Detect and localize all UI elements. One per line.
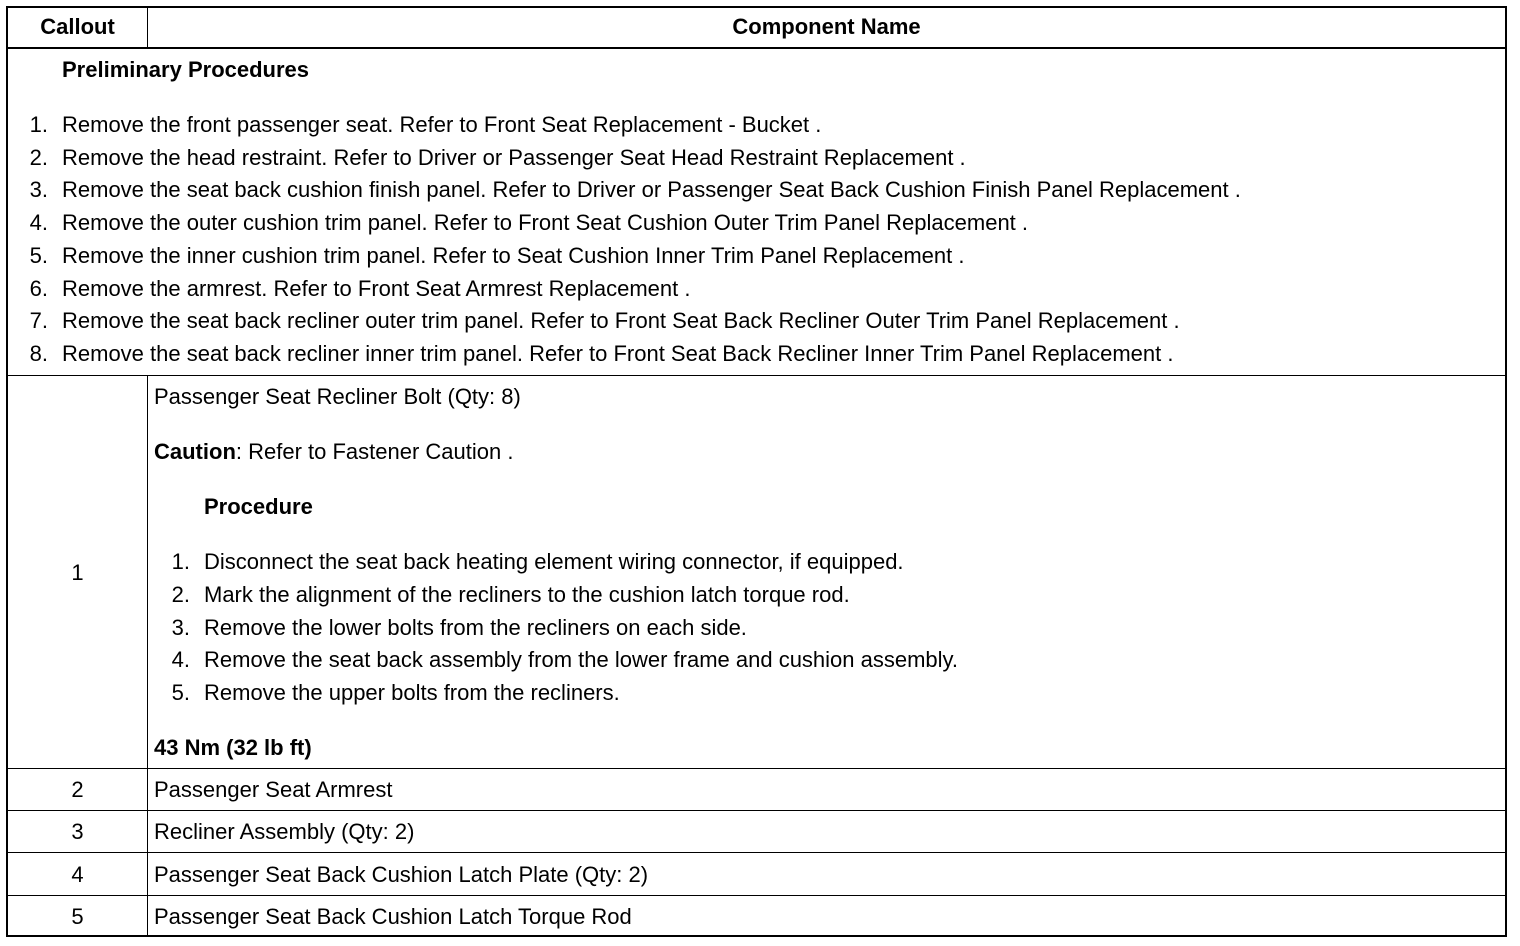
torque-spec: 43 Nm (32 lb ft) — [154, 735, 312, 760]
preliminary-step: Remove the inner cushion trim panel. Refer to Seat Cushion Inner Trim Panel Replacement . — [62, 243, 965, 268]
caution-note — [154, 439, 513, 465]
step-number: 7. — [29, 308, 48, 333]
component-name: Passenger Seat Back Cushion Latch Plate (Qty: 2) — [154, 862, 649, 887]
row-divider — [6, 852, 1507, 853]
step-number: 4. — [29, 210, 48, 235]
step-number: 2. — [29, 145, 48, 170]
component-name: Passenger Seat Back Cushion Latch Torque Rod — [154, 904, 632, 929]
component-name: Recliner Assembly (Qty: 2) — [154, 819, 415, 844]
procedure-step: Remove the seat back assembly from the lower frame and cushion assembly. — [204, 647, 959, 672]
preliminary-step: Remove the outer cushion trim panel. Refer to Front Seat Cushion Outer Trim Panel Replacement . — [62, 210, 1029, 235]
caution-label: Caution — [154, 439, 236, 464]
callout-number: 5 — [71, 904, 84, 929]
callout-number: 3 — [71, 819, 84, 844]
preliminary-step: Remove the head restraint. Refer to Driver or Passenger Seat Head Restraint Replacement . — [62, 145, 966, 170]
procedure-step: Mark the alignment of the recliners to the cushion latch torque rod. — [204, 582, 850, 607]
callout-number: 1 — [71, 560, 84, 585]
preliminary-step: Remove the armrest. Refer to Front Seat Armrest Replacement . — [62, 276, 691, 301]
caution-text: : Refer to Fastener Caution . — [235, 439, 514, 464]
preliminary-title: Preliminary Procedures — [62, 57, 310, 82]
step-number: 1. — [171, 549, 190, 574]
step-number: 5. — [171, 680, 190, 705]
step-number: 3. — [171, 615, 190, 640]
step-number: 5. — [29, 243, 48, 268]
procedure-step: Disconnect the seat back heating element wiring connector, if equipped. — [204, 549, 904, 574]
row-divider — [6, 895, 1507, 896]
row-divider — [6, 768, 1507, 769]
callout-number: 2 — [71, 777, 84, 802]
column-divider — [147, 375, 148, 936]
row-divider — [6, 810, 1507, 811]
step-number: 4. — [171, 647, 190, 672]
preliminary-step: Remove the seat back recliner outer trim panel. Refer to Front Seat Back Recliner Outer Trim Panel Replacement . — [62, 308, 1180, 333]
step-number: 8. — [29, 341, 48, 366]
component-name: Passenger Seat Armrest — [154, 777, 393, 802]
procedure-title: Procedure — [204, 494, 313, 519]
step-number: 1. — [29, 112, 48, 137]
header-component-name: Component Name — [732, 14, 921, 39]
preliminary-step: Remove the seat back cushion finish panel. Refer to Driver or Passenger Seat Back Cushion Finish Panel Replacement . — [62, 177, 1241, 202]
preliminary-step: Remove the front passenger seat. Refer to Front Seat Replacement - Bucket . — [62, 112, 822, 137]
step-number: 2. — [171, 582, 190, 607]
row-divider — [6, 375, 1507, 376]
step-number: 6. — [29, 276, 48, 301]
header-divider — [6, 47, 1507, 49]
callout-number: 4 — [71, 862, 84, 887]
procedure-step: Remove the upper bolts from the recliners. — [204, 680, 620, 705]
preliminary-step: Remove the seat back recliner inner trim panel. Refer to Front Seat Back Recliner Inner Trim Panel Replacement . — [62, 341, 1174, 366]
header-callout: Callout — [40, 14, 115, 39]
component-name: Passenger Seat Recliner Bolt (Qty: 8) — [154, 384, 521, 409]
procedure-step: Remove the lower bolts from the recliners on each side. — [204, 615, 747, 640]
step-number: 3. — [29, 177, 48, 202]
